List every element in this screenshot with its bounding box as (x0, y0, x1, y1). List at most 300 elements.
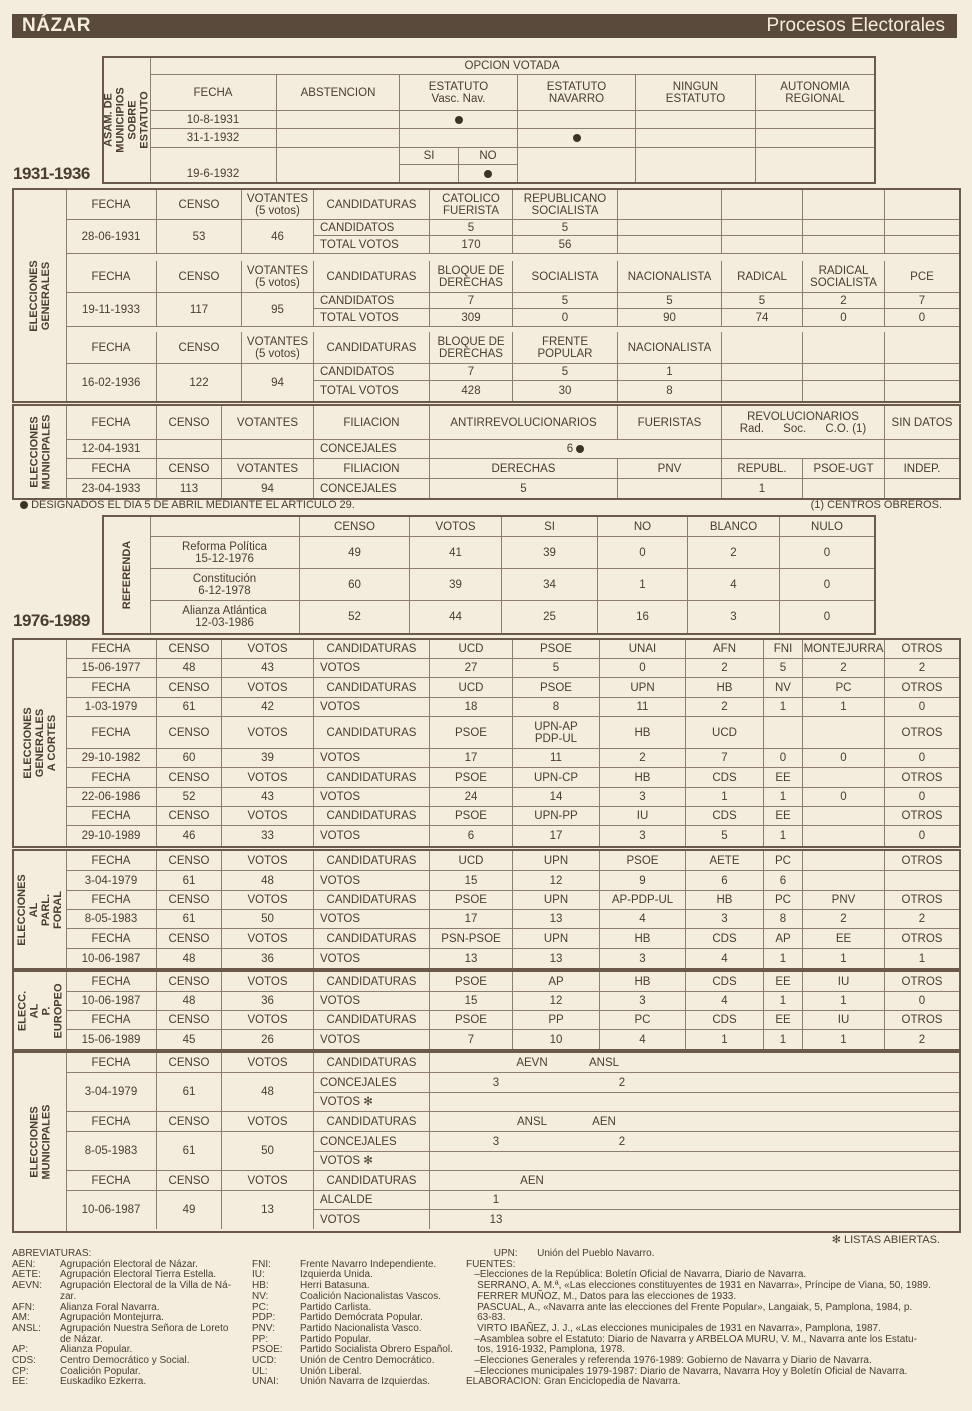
party-header: ANSL (534, 1053, 674, 1073)
party-header: AETE (686, 851, 764, 871)
col-header: CENSO (157, 929, 222, 949)
col-header: CENSO (157, 972, 222, 992)
table-cell (157, 440, 222, 459)
date-cell: 19-6-1932 (150, 148, 277, 182)
party-header: UNAI (600, 640, 686, 659)
table-cell: 1 (618, 364, 722, 381)
period-label: 1931-1936 (13, 164, 90, 183)
row-label: CANDIDATOS (314, 364, 430, 381)
table-cell (803, 236, 885, 254)
municipality-title: NÁZAR (22, 15, 91, 36)
party-header: HB (600, 929, 686, 949)
table-cell: 0 (764, 749, 803, 768)
party-header: UCD (430, 851, 513, 871)
col-header: BLANCO (688, 517, 780, 537)
row-label: VOTOS (314, 1030, 430, 1049)
table-cell: 48 (157, 949, 222, 968)
col-header: CENSO (157, 717, 222, 749)
party-header (722, 190, 803, 220)
vote-dot (484, 170, 492, 178)
table-cell: 4 (686, 992, 764, 1011)
table-cell: 33 (222, 826, 314, 846)
col-header: VOTOS (222, 1011, 314, 1030)
party-header: PCE (885, 261, 959, 293)
table-cell (885, 220, 959, 236)
section-label: ELECCIONES GENERALES A CORTES (14, 640, 67, 846)
table-cell: 0 (885, 698, 959, 717)
col-header: CENSO (157, 678, 222, 698)
table-cell: 52 (157, 788, 222, 807)
col-header: FECHA (66, 807, 157, 826)
col-header: CANDIDATURAS (314, 1171, 430, 1191)
row-label: CONCEJALES (314, 1132, 430, 1152)
table-cell: 45 (157, 1030, 222, 1049)
table-cell: 60 (300, 569, 410, 601)
table-cell: 6 (764, 871, 803, 891)
table-cell: 94 (222, 479, 314, 498)
col-header: CENSO (157, 1171, 222, 1191)
table-cell: 74 (722, 309, 803, 327)
row-label: CONCEJALES (314, 1073, 430, 1093)
table-cell: 4 (686, 949, 764, 968)
table-cell: 2 (688, 537, 780, 569)
table-cell (885, 479, 959, 498)
party-header: HB (600, 717, 686, 749)
footnote-listas: ✻ LISTAS ABIERTAS. (831, 1234, 940, 1246)
col-header: CANDIDATURAS (314, 261, 430, 293)
table-cell: 4 (600, 1030, 686, 1049)
party-header: UCD (430, 678, 513, 698)
table-cell (634, 1053, 959, 1073)
row-label: CANDIDATOS (314, 293, 430, 309)
abbreviations-names: Agrupación Electoral de Názar. Agrupación Electoral Tierra Estella. Agrupación Electoral de la Villa de Ná- zar. Alianza Foral Navarra. Agrupación Montejurra. Agrupación Nuestra Señora de Loreto de Názar. Alianza Popular. Centro Democrático y Social. Coalición Popular. Euskadiko Ezkerra. (60, 1258, 232, 1388)
col-header: FECHA (66, 1011, 157, 1030)
col-header: CENSO (157, 807, 222, 826)
col-header: FILIACION (314, 459, 430, 479)
table-cell: 13 (513, 949, 600, 968)
table-cell: 5 (430, 479, 618, 498)
table-cell (662, 1073, 959, 1093)
table-cell (885, 440, 959, 459)
table-cell (662, 1132, 959, 1152)
table-cell: 17 (430, 910, 513, 929)
col-header: CANDIDATURAS (314, 1011, 430, 1030)
row-label: VOTOS (314, 992, 430, 1011)
table-cell: 0 (885, 309, 959, 327)
col-header: FECHA (66, 972, 157, 992)
col-header: CANDIDATURAS (314, 640, 430, 659)
col-header: CANDIDATURAS (314, 891, 430, 910)
section-title: Procesos Electorales (766, 15, 945, 36)
party-header (803, 332, 885, 364)
table-cell (722, 236, 803, 254)
date-cell: 22-06-1986 (66, 788, 157, 807)
table-cell: 61 (157, 910, 222, 929)
table-cell: 1 (430, 1191, 562, 1210)
row-label: CONCEJALES (314, 440, 430, 459)
table-cell (722, 220, 803, 236)
col-header: VOTOS (222, 768, 314, 788)
table-cell: 61 (157, 698, 222, 717)
party-header: OTROS (885, 972, 959, 992)
party-header: OTROS (885, 929, 959, 949)
municipales-1931-table (12, 404, 961, 500)
period-label: 1976-1989 (13, 611, 90, 630)
table-cell: 50 (222, 910, 314, 929)
table-cell: 13 (222, 1191, 314, 1229)
col-header: FECHA (66, 678, 157, 698)
party-header: PC (764, 891, 803, 910)
col-header: VOTOS (222, 678, 314, 698)
party-header (803, 717, 885, 749)
section-label: ELECCIONES MUNICIPALES (14, 406, 67, 498)
party-header: PSOE (430, 807, 513, 826)
party-header (803, 768, 885, 788)
designado-dot (576, 445, 584, 453)
date-cell: 1-03-1979 (66, 698, 157, 717)
table-cell: 3 (688, 601, 780, 633)
col-header: VOTANTES (222, 406, 314, 440)
party-header: EE (764, 768, 803, 788)
party-header: OTROS (885, 768, 959, 788)
row-label: VOTOS (314, 659, 430, 678)
col-header: FECHA (66, 717, 157, 749)
referenda-table (102, 515, 876, 635)
col-header: CENSO (157, 640, 222, 659)
table-cell: 4 (600, 910, 686, 929)
table-cell: 5 (686, 826, 764, 846)
sources-list: UPN: Unión del Pueblo Navarro. FUENTES: –Elecciones de la República: Boletín Oficial de Navarra, Diario de Navarra. SERRANO, A. M.ª, «Las elecciones constituyentes de 1931 en Navarra», Príncipe de Viana, 50, 1989. FERRER MUÑOZ, M., Datos para las elecciones de 1933. PASCUAL, A., «Navarra ante las elecciones del Frente Popular», Langaiak, 5, Pamplona, 1984, p. 63-83. VIRTO IBAÑEZ, J. J., «Las elecciones municipales de 1931 en Navarra», Pamplona, 1987. –Asamblea sobre el Estatuto: Diario de Navarra y ARBELOA MURU, V. M., Navarra ante los Estatu- tos, 1916-1932, Pamplona, 1978. –Elecciones Generales y referenda 1976-1989: Gobierno de Navarra y Diario de Navarra. –Elecciones municipales 1979-1987: Diario de Navarra, Navarra Hoy y Boletín Oficial de Navarra. ELABORACION: Gran Enciclopedia de Navarra. (466, 1248, 931, 1388)
table-cell: 17 (513, 826, 600, 846)
party-header: HB (600, 972, 686, 992)
col-header: FECHA (66, 261, 157, 293)
table-cell (618, 479, 722, 498)
col-header: CENSO (157, 1011, 222, 1030)
party-header: CDS (686, 807, 764, 826)
table-cell: 15 (430, 871, 513, 891)
party-header (722, 406, 885, 440)
table-cell: 9 (600, 871, 686, 891)
table-cell: 2 (562, 1073, 682, 1093)
table-cell: 1 (803, 949, 885, 968)
col-header: CANDIDATURAS (314, 1112, 430, 1132)
table-cell: 61 (157, 871, 222, 891)
section-label: ELECCIONES GENERALES (14, 190, 67, 401)
col-header: NINGUN ESTATUTO (636, 75, 756, 111)
party-header: PNV (618, 459, 722, 479)
party-header: PSOE (513, 678, 600, 698)
table-cell: 2 (562, 1132, 682, 1152)
table-cell: 117 (157, 293, 242, 327)
table-cell: 43 (222, 788, 314, 807)
table-cell: 49 (300, 537, 410, 569)
table-cell (803, 364, 885, 381)
col-header: NO (459, 148, 518, 165)
row-label: VOTOS (314, 949, 430, 968)
col-header: FECHA (66, 929, 157, 949)
table-cell: 18 (430, 698, 513, 717)
party-header: UPN-AP PDP-UL (513, 717, 600, 749)
table-cell: 0 (885, 992, 959, 1011)
party-header: CDS (686, 972, 764, 992)
col-header: VOTOS (222, 972, 314, 992)
party-header: OTROS (885, 640, 959, 659)
party-header: PSOE (513, 640, 600, 659)
col-header: FECHA (66, 851, 157, 871)
footnote-centros: (1) CENTROS OBREROS. (810, 499, 942, 511)
col-header: VOTOS (222, 717, 314, 749)
table-cell: 113 (157, 479, 222, 498)
party-header: CDS (686, 1011, 764, 1030)
col-header: FECHA (66, 190, 157, 220)
party-header: RADICAL (722, 261, 803, 293)
date-cell: 8-05-1983 (66, 910, 157, 929)
table-cell: 7 (885, 293, 959, 309)
table-cell: 5 (513, 364, 618, 381)
party-header: PSOE (430, 717, 513, 749)
table-cell: 1 (686, 788, 764, 807)
table-cell: 56 (513, 236, 618, 254)
col-header: CENSO (157, 406, 222, 440)
table-cell: 95 (242, 293, 314, 327)
table-cell: 61 (157, 1073, 222, 1112)
table-cell: 26 (222, 1030, 314, 1049)
row-label: VOTOS (314, 749, 430, 768)
col-header: CANDIDATURAS (314, 1053, 430, 1073)
party-header: CATOLICO FUERISTA (430, 190, 513, 220)
party-header: BLOQUE DE DERECHAS (430, 332, 513, 364)
col-header: CANDIDATURAS (314, 851, 430, 871)
party-header: IU (803, 972, 885, 992)
party-header (885, 190, 959, 220)
party-header: UCD (430, 640, 513, 659)
table-cell: 2 (803, 293, 885, 309)
col-header: CENSO (157, 1112, 222, 1132)
table-cell (634, 1112, 959, 1132)
table-cell: 44 (410, 601, 502, 633)
table-cell: 2 (885, 910, 959, 929)
party-header: ANSL (430, 1112, 634, 1132)
party-header: UPN-CP (513, 768, 600, 788)
row-label: VOTOS (314, 788, 430, 807)
table-cell: 0 (598, 537, 688, 569)
party-header (764, 717, 803, 749)
table-cell: 7 (686, 749, 764, 768)
table-cell: 1 (764, 1030, 803, 1049)
col-header: CENSO (157, 851, 222, 871)
party-header: PP (513, 1011, 600, 1030)
col-header: VOTOS (222, 640, 314, 659)
table-cell: 122 (157, 364, 242, 401)
table-cell: 7 (430, 364, 513, 381)
col-header: FECHA (66, 1112, 157, 1132)
row-label: TOTAL VOTOS (314, 381, 430, 401)
date-cell: 15-06-1989 (66, 1030, 157, 1049)
party-header: MONTEJURRA (803, 640, 885, 659)
table-cell (803, 826, 885, 846)
vote-dot (573, 134, 581, 142)
section-label: REFERENDA (104, 517, 151, 633)
table-cell: 52 (300, 601, 410, 633)
table-cell: 12 (513, 871, 600, 891)
table-cell: 1 (686, 1030, 764, 1049)
party-header: OTROS (885, 1011, 959, 1030)
table-cell: 1 (803, 698, 885, 717)
col-header: CENSO (157, 190, 242, 220)
date-cell: 23-04-1933 (66, 479, 157, 498)
col-header: FECHA (66, 640, 157, 659)
col-header: VOTOS (222, 891, 314, 910)
table-cell (803, 220, 885, 236)
party-header: PSN-PSOE (430, 929, 513, 949)
table-cell (618, 236, 722, 254)
row-label: ALCALDE (314, 1191, 430, 1210)
table-cell: 5 (430, 220, 513, 236)
party-header (803, 190, 885, 220)
table-cell: 2 (803, 659, 885, 678)
col-header: CANDIDATURAS (314, 717, 430, 749)
table-cell: 0 (803, 309, 885, 327)
row-label: VOTOS (314, 698, 430, 717)
party-header: OTROS (885, 678, 959, 698)
date-cell: 31-1-1932 (150, 129, 277, 148)
col-header: CANDIDATURAS (314, 972, 430, 992)
table-cell: 3 (686, 910, 764, 929)
table-cell: 39 (222, 749, 314, 768)
table-cell: 48 (157, 992, 222, 1011)
table-cell: 0 (823, 611, 831, 623)
municipales-1979-table (12, 1051, 961, 1233)
table-cell: 94 (242, 364, 314, 401)
col-header: CENSO (157, 459, 222, 479)
table-cell (885, 236, 959, 254)
date-cell: 28-06-1931 (66, 220, 157, 254)
table-cell: 0 (780, 537, 874, 569)
table-cell: 1 (764, 698, 803, 717)
party-header: AEVN (430, 1053, 634, 1073)
table-cell: 3 (430, 1132, 562, 1152)
table-cell (430, 1093, 959, 1112)
party-header: RADICAL SOCIALISTA (803, 261, 885, 293)
party-header: PC (803, 678, 885, 698)
estatuto-table (102, 56, 876, 184)
date-cell: 16-02-1936 (66, 364, 157, 401)
table-cell (803, 479, 885, 498)
party-header: UPN (600, 678, 686, 698)
party-header (803, 851, 885, 871)
table-cell: 49 (157, 1191, 222, 1229)
table-cell: 6 (430, 826, 513, 846)
table-cell: 2 (686, 659, 764, 678)
party-header: DERECHAS (430, 459, 618, 479)
table-cell: 39 (502, 537, 598, 569)
table-cell (430, 1152, 959, 1171)
col-header: CENSO (157, 891, 222, 910)
table-cell: 1 (722, 479, 803, 498)
table-cell (885, 381, 959, 401)
table-cell: 5 (722, 293, 803, 309)
table-cell: 5 (513, 293, 618, 309)
party-header: FRENTE POPULAR (513, 332, 618, 364)
col-header: FECHA (66, 459, 157, 479)
table-cell: 2 (918, 1033, 926, 1046)
col-header: VOTOS (410, 517, 502, 537)
party-header: EE (803, 929, 885, 949)
col-header: CENSO (157, 261, 242, 293)
party-header: CDS (686, 929, 764, 949)
party-header: AP (764, 929, 803, 949)
table-cell: 42 (222, 698, 314, 717)
col-header: CANDIDATURAS (314, 929, 430, 949)
party-header: AEN (534, 1112, 674, 1132)
table-cell: 0 (803, 788, 885, 807)
row-label: VOTOS (314, 826, 430, 846)
table-cell (562, 1191, 959, 1210)
abbreviations-codes: FNI: IU: HB: NV: PC: PDP: PNV: PP: PSOE: UCD: UL: UNAI: (252, 1258, 283, 1388)
table-cell: 0 (885, 788, 959, 807)
party-header: PNV (803, 891, 885, 910)
table-cell: 16 (598, 601, 688, 633)
referendum-name: Reforma Política 15-12-1976 (150, 537, 300, 569)
table-cell: 39 (410, 569, 502, 601)
table-cell: 1 (764, 788, 803, 807)
referendum-name: Alianza Atlántica 12-03-1986 (150, 601, 300, 633)
footnote-designados: DESIGNADOS EL DIA 5 DE ABRIL MEDIANTE EL ARTICULO 29. (20, 499, 355, 511)
table-cell: 13 (430, 949, 513, 968)
table-cell: 1 (764, 826, 803, 846)
party-header: PSOE (430, 768, 513, 788)
row-label: TOTAL VOTOS (314, 236, 430, 254)
col-header: FECHA (66, 406, 157, 440)
col-header: VOTOS (222, 1112, 314, 1132)
cortes-table (12, 638, 961, 848)
table-cell: 14 (513, 788, 600, 807)
table-cell: 24 (430, 788, 513, 807)
party-header: EE (764, 807, 803, 826)
party-header: IU (803, 1011, 885, 1030)
table-cell: 17 (430, 749, 513, 768)
party-header: INDEP. (885, 459, 959, 479)
party-header: REPUBLICANO SOCIALISTA (513, 190, 618, 220)
col-header: CANDIDATURAS (314, 190, 430, 220)
party-header: FUERISTAS (618, 406, 722, 440)
table-cell: 48 (157, 659, 222, 678)
table-cell: 6 (686, 871, 764, 891)
party-header: OTROS (885, 717, 959, 749)
date-cell: 10-06-1987 (66, 949, 157, 968)
col-header: CENSO (157, 768, 222, 788)
date-cell: 12-04-1931 (66, 440, 157, 459)
table-cell (634, 1171, 959, 1191)
date-cell: 15-06-1977 (66, 659, 157, 678)
col-header: ESTATUTO Vasc. Nav. (400, 75, 518, 111)
party-header (722, 332, 803, 364)
party-header: HB (600, 768, 686, 788)
party-header: OTROS (885, 807, 959, 826)
date-cell: 3-04-1979 (66, 1073, 157, 1112)
party-header: AFN (686, 640, 764, 659)
table-cell: 11 (600, 698, 686, 717)
date-cell: 19-11-1933 (66, 293, 157, 327)
table-cell: 8 (513, 698, 600, 717)
party-header: BLOQUE DE DERECHAS (430, 261, 513, 293)
party-header: NV (764, 678, 803, 698)
table-cell: 0 (885, 749, 959, 768)
party-header: OTROS (885, 851, 959, 871)
table-cell: 1 (764, 992, 803, 1011)
table-cell: 3 (430, 1073, 562, 1093)
col-header: VOTANTES (5 votos) (242, 190, 314, 220)
